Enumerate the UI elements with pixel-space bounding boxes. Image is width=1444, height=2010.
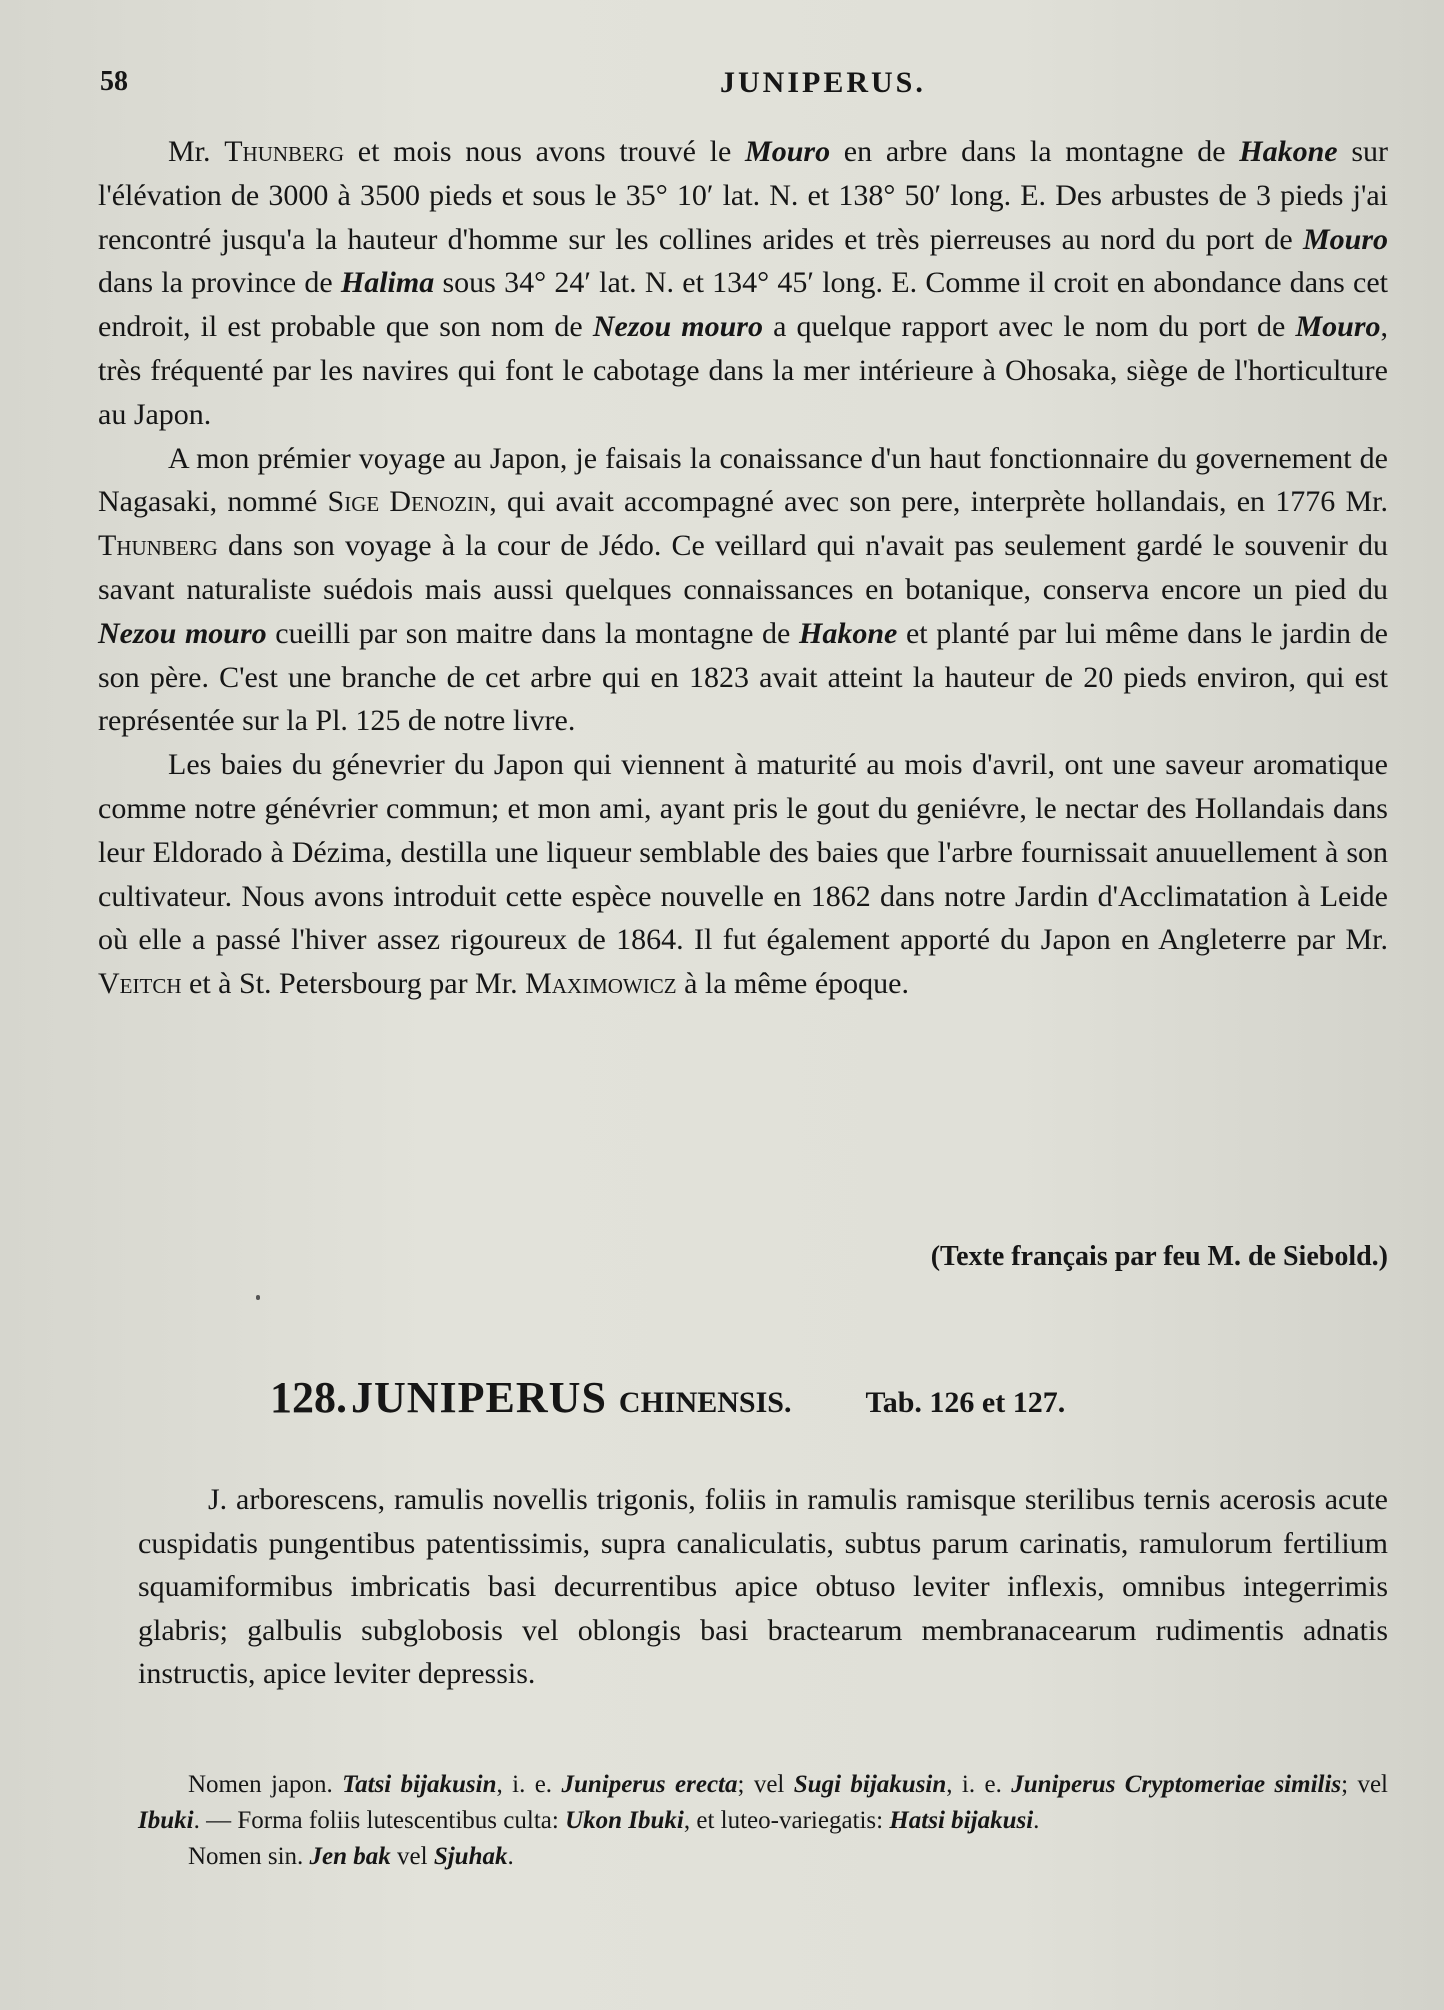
species-epithet: CHINENSIS.	[618, 1386, 792, 1419]
vernacular-names	[138, 1767, 1388, 1875]
text-run: ; vel	[1341, 1771, 1389, 1798]
text-run: et à St. Petersbourg par Mr.	[181, 967, 526, 1001]
italic-term: Jen bak	[309, 1843, 391, 1870]
running-title: JUNIPERUS.	[720, 66, 926, 99]
italic-term: Ukon Ibuki	[565, 1807, 684, 1834]
italic-term: Hatsi bijakusi	[889, 1807, 1034, 1834]
page-number: 58	[100, 66, 128, 97]
person-name: Sige Denozin	[327, 485, 490, 519]
italic-term: Mouro	[745, 135, 831, 168]
plate-reference: Tab. 126 et 127.	[865, 1386, 1066, 1419]
paragraph	[98, 743, 1388, 1006]
text-run: sur l'élévation de 3000 à 3500 pieds et sous le 35° 10′ lat. N. et 138° 50′ long. E. Des arbustes de 3 pieds j'ai rencontré jusqu'a la hauteur d'homme sur les collines arides et très pierreuses au nord du port de	[98, 135, 1389, 256]
text-run: , i. e.	[946, 1771, 1012, 1798]
text-run: et mois nous avons trouvé le	[344, 135, 746, 168]
paragraph	[138, 1478, 1388, 1696]
text-run: et planté par lui même dans le jardin de son père. C'est une branche de cet arbre qui en 1823 avait atteint la hauteur de 20 pieds environ, qui est représentée sur la Pl. 125 de notre livre.	[98, 616, 1388, 738]
species-genus: JUNIPERUS	[351, 1373, 607, 1422]
text-run: sous 34° 24′ lat. N. et 134° 45′ long. E. Comme il croit en abondance dans cet endroit, il est probable que son nom de	[98, 266, 1388, 344]
text-run: dans son voyage à la cour de Jédo. Ce veillard qui n'avait pas seulement gardé le souvenir du savant naturaliste suédois mais aussi quelques connaissances en botanique, conserva encore un pied du	[98, 529, 1388, 606]
text-run: à la même époque.	[676, 967, 909, 1001]
italic-term: Mouro	[1295, 310, 1381, 344]
italic-term: Hakone	[798, 616, 898, 650]
italic-term: Juniperus Cryptomeriae similis	[1011, 1771, 1342, 1798]
person-name: Thunberg	[98, 529, 218, 563]
paragraph	[138, 1839, 1388, 1875]
italic-term: Tatsi bijakusin	[342, 1771, 497, 1798]
italic-term: Nezou mouro	[98, 616, 267, 650]
paragraph	[98, 437, 1388, 744]
species-heading	[270, 1372, 1320, 1422]
person-name: Thunberg	[224, 135, 345, 168]
text-run: cueilli par son maitre dans la montagne de	[266, 616, 799, 650]
italic-term: Sjuhak	[433, 1843, 508, 1870]
italic-term: Juniperus erecta	[561, 1771, 738, 1798]
text-run: A mon prémier voyage au Japon, je faisais la conaissance d'un haut fonctionnaire du governement de Nagasaki, nommé	[98, 441, 1388, 519]
italic-term: Sugi bijakusin	[793, 1771, 947, 1798]
text-run: , qui avait accompagné avec son pere, interprète hollandais, en 1776 Mr.	[489, 485, 1389, 519]
italic-term: Halima	[340, 266, 435, 300]
text-run: , i. e.	[496, 1771, 562, 1798]
paragraph	[138, 1767, 1388, 1839]
text-run: Nomen sin.	[188, 1843, 310, 1870]
species-number: 128.	[270, 1373, 347, 1422]
italic-term: Nezou mouro	[592, 310, 763, 344]
text-run: en arbre dans la montagne de	[830, 135, 1240, 168]
italic-term: Mouro	[1302, 222, 1388, 256]
text-run: , très fréquenté par les navires qui font le cabotage dans la mer intérieure à Ohosaka, siège de l'horticulture au Japon.	[98, 310, 1388, 431]
text-run: . — Forma foliis lutescentibus culta:	[193, 1807, 566, 1834]
italic-term: Ibuki	[138, 1807, 194, 1834]
text-run: Les baies du génevrier du Japon qui viennent à maturité au mois d'avril, ont une saveur aromatique comme notre génévrier commun; et mon ami, ayant pris le gout du geniévre, le nectar des Hollandais dans leur Eldorado à Dézima, destilla une liqueur semblable des baies que l'arbre fournissait anuuellement à son cultivateur. Nous avons introduit cette espèce nouvelle en 1862 dans notre Jardin d'Acclimatation à Leide où elle a passé l'hiver assez rigoureux de 1864. Il fut également apporté du Japon en Angleterre par Mr.	[98, 748, 1388, 957]
latin-diagnosis	[138, 1478, 1388, 1696]
text-run: Mr.	[168, 135, 225, 168]
text-run: ; vel	[737, 1771, 794, 1798]
running-head	[100, 66, 1390, 106]
text-run: Nomen japon.	[188, 1771, 343, 1798]
ink-speck	[256, 1295, 260, 1300]
person-name: Veitch	[98, 967, 182, 1001]
text-run: , et luteo-variegatis:	[683, 1807, 890, 1834]
text-run: dans la province de	[98, 266, 341, 300]
text-run: a quelque rapport avec le nom du port de	[762, 310, 1296, 344]
text-run: vel	[390, 1843, 434, 1870]
paragraph	[98, 130, 1388, 437]
italic-term: Hakone	[1239, 135, 1338, 168]
text-run: J. arborescens, ramulis novellis trigonis, foliis in ramulis ramisque sterilibus ternis acerosis acute cuspidatis pungentibus patentissimis, supra canaliculatis, subtus parum carinatis, ramulorum fertilium squamiformibus imbricatis basi decurrentibus apice obtuso leviter inflexis, omnibus integerrimis glabris; galbulis subglobosis vel oblongis basi bractearum membranacearum rudimentis adnatis instructis, apice leviter depressis.	[138, 1483, 1388, 1691]
text-run: .	[507, 1843, 514, 1870]
person-name: Maximowicz	[525, 967, 677, 1001]
text-run: .	[1033, 1807, 1040, 1834]
translation-attribution: (Texte français par feu M. de Siebold.)	[930, 1241, 1388, 1272]
french-text-block	[98, 130, 1388, 1006]
